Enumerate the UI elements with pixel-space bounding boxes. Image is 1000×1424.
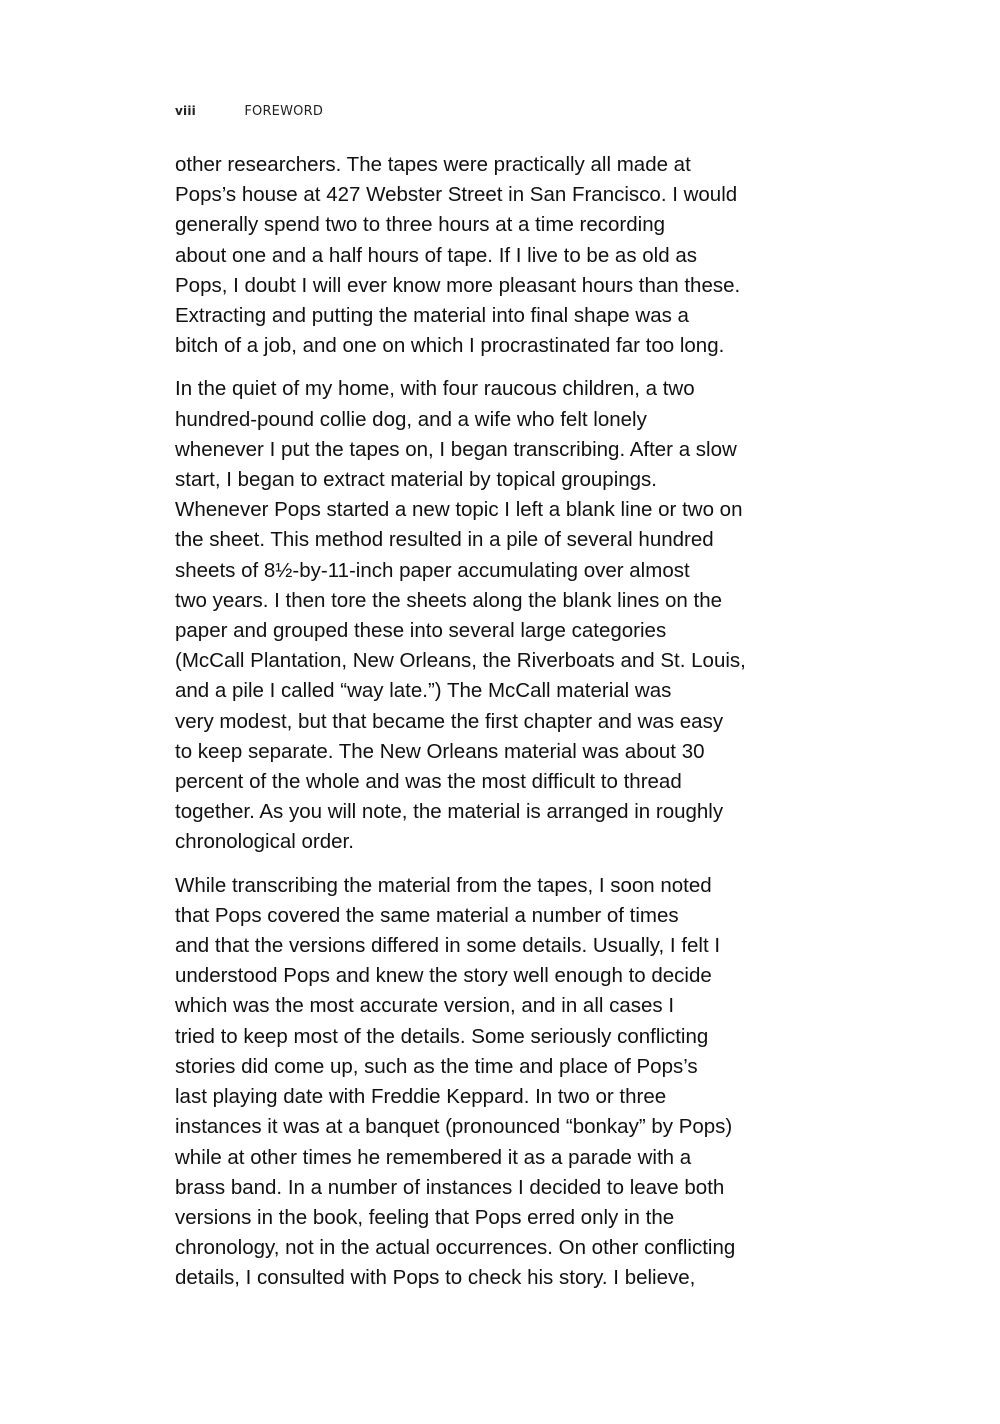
- text-line: whenever I put the tapes on, I began transcribing. After a slow: [175, 437, 737, 461]
- text-line: generally spend two to three hours at a time recording: [175, 213, 665, 237]
- text-line: bitch of a job, and one on which I procrastinated far too long.: [175, 334, 725, 358]
- text-line: which was the most accurate version, and in all cases I: [175, 994, 675, 1018]
- text-line: very modest, but that became the first chapter and was easy: [175, 709, 724, 733]
- text-line: about one and a half hours of tape. If I live to be as old as: [175, 243, 697, 267]
- paragraph-3: [175, 871, 825, 1294]
- text-line: that Pops covered the same material a number of times: [175, 903, 679, 927]
- text-line: Pops’s house at 427 Webster Street in San Francisco. I would: [175, 183, 738, 207]
- text-line: hundred-pound collie dog, and a wife who felt lonely: [175, 407, 647, 431]
- text-line: to keep separate. The New Orleans material was about 30: [175, 739, 705, 763]
- text-line: other researchers. The tapes were practically all made at: [175, 153, 691, 176]
- text-line: brass band. In a number of instances I decided to leave both: [175, 1175, 725, 1199]
- text-line: two years. I then tore the sheets along the blank lines on the: [175, 588, 723, 612]
- text-line: Whenever Pops started a new topic I left a blank line or two on: [175, 498, 743, 522]
- text-line: and a pile I called “way late.”) The McCall material was: [175, 679, 672, 703]
- paragraph-1: [175, 150, 825, 361]
- page-header: [175, 104, 323, 119]
- text-line: last playing date with Freddie Keppard. In two or three: [175, 1085, 667, 1109]
- text-line: stories did come up, such as the time and place of Pops’s: [175, 1054, 698, 1078]
- text-line: details, I consulted with Pops to check his story. I believe,: [175, 1266, 696, 1290]
- text-line: Extracting and putting the material into final shape was a: [175, 304, 689, 328]
- text-line: and that the versions differed in some details. Usually, I felt I: [175, 934, 721, 958]
- paragraph-2: [175, 374, 825, 857]
- text-line: paper and grouped these into several large categories: [175, 619, 667, 643]
- text-line: Pops, I doubt I will ever know more pleasant hours than these.: [175, 273, 741, 297]
- text-line: chronology, not in the actual occurrences. On other conflicting: [175, 1236, 736, 1260]
- text-line: while at other times he remembered it as a parade with a: [175, 1145, 692, 1169]
- text-line: tried to keep most of the details. Some seriously conflicting: [175, 1024, 709, 1048]
- text-line: In the quiet of my home, with four raucous children, a two: [175, 377, 695, 401]
- body-text: [175, 150, 825, 1307]
- text-line: together. As you will note, the material is arranged in roughly: [175, 800, 724, 824]
- text-line: percent of the whole and was the most difficult to thread: [175, 770, 682, 794]
- text-line: start, I began to extract material by topical groupings.: [175, 468, 658, 492]
- text-line: instances it was at a banquet (pronounced “bonkay” by Pops): [175, 1115, 733, 1139]
- text-line: sheets of 8½-by-11-inch paper accumulating over almost: [175, 558, 690, 582]
- running-head: FOREWORD: [244, 104, 324, 119]
- text-line: While transcribing the material from the tapes, I soon noted: [175, 873, 712, 897]
- text-line: versions in the book, feeling that Pops erred only in the: [175, 1205, 675, 1229]
- text-line: (McCall Plantation, New Orleans, the Riverboats and St. Louis,: [175, 649, 746, 673]
- text-line: the sheet. This method resulted in a pile of several hundred: [175, 528, 714, 552]
- page-number: viii: [175, 104, 196, 118]
- text-line: chronological order.: [175, 830, 354, 854]
- text-line: understood Pops and knew the story well enough to decide: [175, 964, 712, 988]
